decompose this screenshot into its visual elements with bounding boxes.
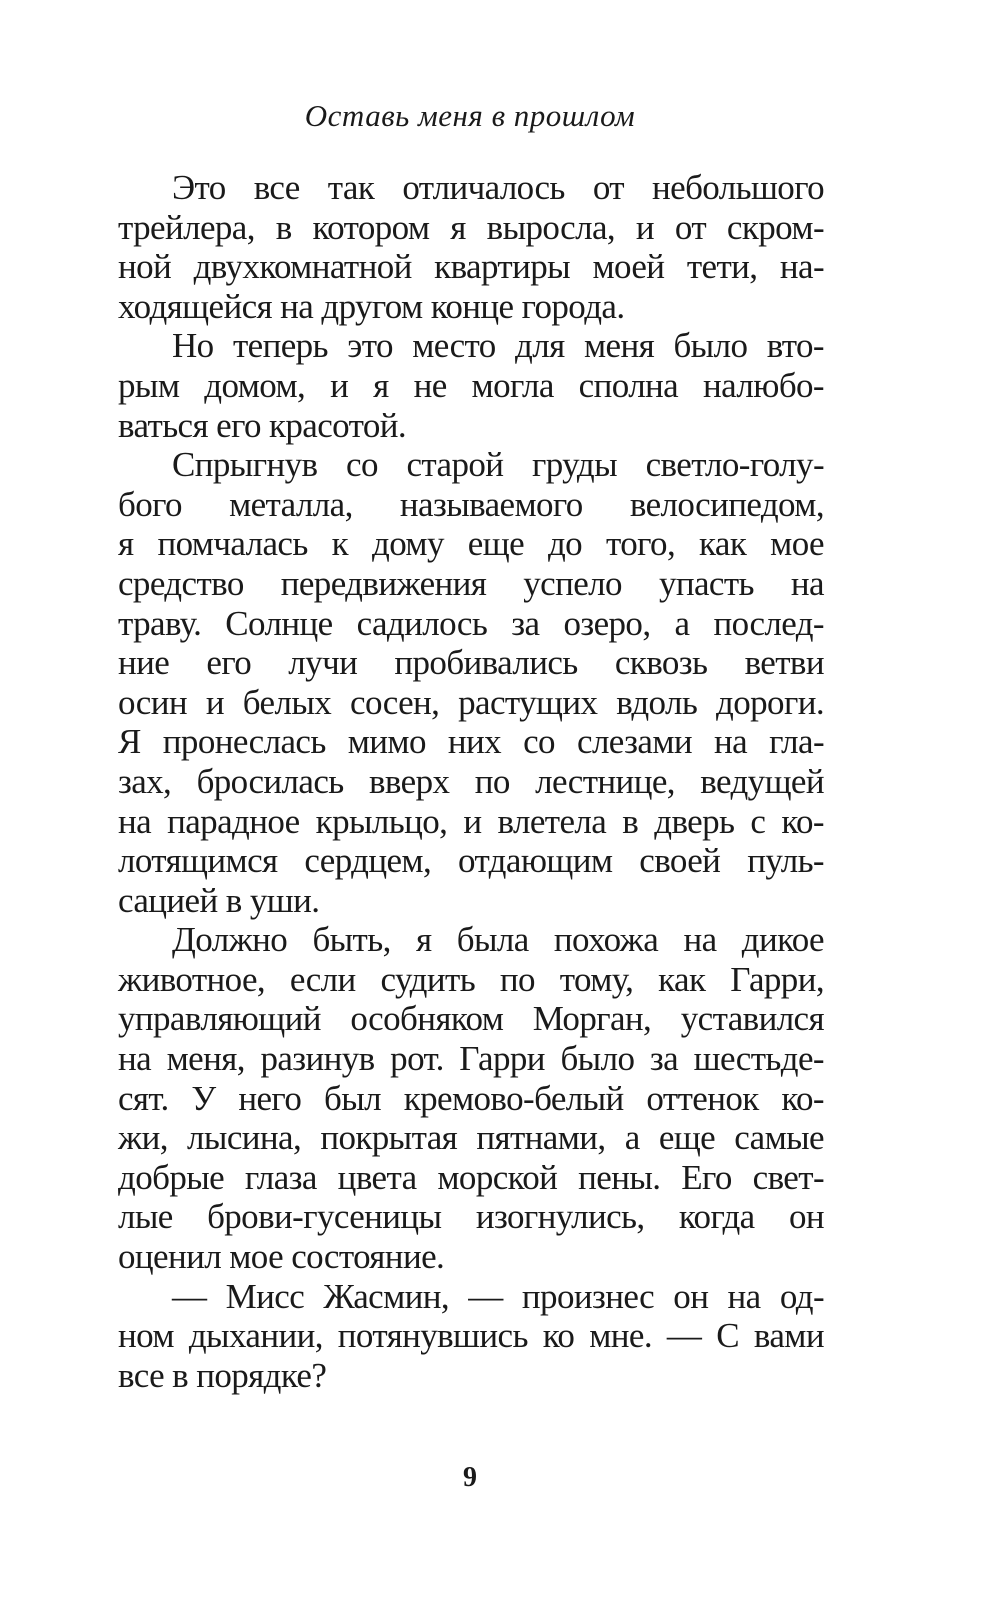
text-line: все в порядке? — [118, 1355, 327, 1395]
text-line: рым домом, и я не могла сполна налюбо- — [118, 365, 824, 405]
text-line: ходящейся на другом конце города. — [118, 286, 625, 326]
text-line: Я пронеслась мимо них со слезами на гла- — [118, 722, 824, 762]
text-line: Спрыгнув со старой груды светло-голу- — [172, 445, 824, 485]
body-text — [118, 168, 824, 1395]
text-line: средство передвижения успело упасть на — [118, 563, 824, 603]
page-number: 9 — [463, 1462, 477, 1493]
text-line: бого металла, называемого велосипедом, — [118, 484, 824, 524]
text-line: Это все так отличалось от небольшого — [172, 168, 824, 207]
text-line: я помчалась к дому еще до того, как мое — [118, 524, 824, 564]
text-line: сят. У него был кремово-белый оттенок ко- — [118, 1078, 824, 1118]
text-line: ваться его красотой. — [118, 405, 407, 445]
text-line: управляющий особняком Морган, уставился — [118, 999, 824, 1039]
text-line: лые брови-гусеницы изогнулись, когда он — [118, 1197, 824, 1237]
text-line: сацией в уши. — [118, 880, 320, 920]
paragraph — [118, 326, 824, 445]
text-line: жи, лысина, покрытая пятнами, а еще самые — [118, 1118, 824, 1158]
paragraph — [118, 445, 824, 920]
text-line: животное, если судить по тому, как Гарри, — [118, 959, 824, 999]
text-line: Но теперь это место для меня было вто- — [172, 326, 824, 366]
paragraph — [118, 168, 824, 326]
text-line: ном дыхании, потянувшись ко мне. — С вами — [118, 1316, 824, 1356]
paragraph — [118, 920, 824, 1276]
text-line: осин и белых сосен, растущих вдоль дороги. — [118, 682, 824, 722]
text-line: добрые глаза цвета морской пены. Его свет- — [118, 1157, 824, 1197]
text-line: на меня, разинув рот. Гарри было за шестьде- — [118, 1039, 824, 1079]
paragraph — [118, 1277, 824, 1396]
text-line: трейлера, в котором я выросла, и от скром- — [118, 207, 824, 247]
text-line: оценил мое состояние. — [118, 1237, 445, 1277]
text-line: на парадное крыльцо, и влетела в дверь с ко- — [118, 801, 824, 841]
text-line: Должно быть, я была похожа на дикое — [172, 920, 824, 960]
text-line: траву. Солнце садилось за озеро, а послед- — [118, 603, 824, 643]
text-line: ной двухкомнатной квартиры моей тети, на- — [118, 247, 824, 287]
text-line: зах, бросилась вверх по лестнице, ведущей — [118, 761, 824, 801]
text-line: ние его лучи пробивались сквозь ветви — [118, 643, 824, 683]
running-head-title: Оставь меня в прошлом — [304, 98, 636, 133]
text-line: — Мисс Жасмин, — произнес он на од- — [172, 1276, 824, 1316]
text-line: лотящимся сердцем, отдающим своей пуль- — [118, 841, 824, 881]
